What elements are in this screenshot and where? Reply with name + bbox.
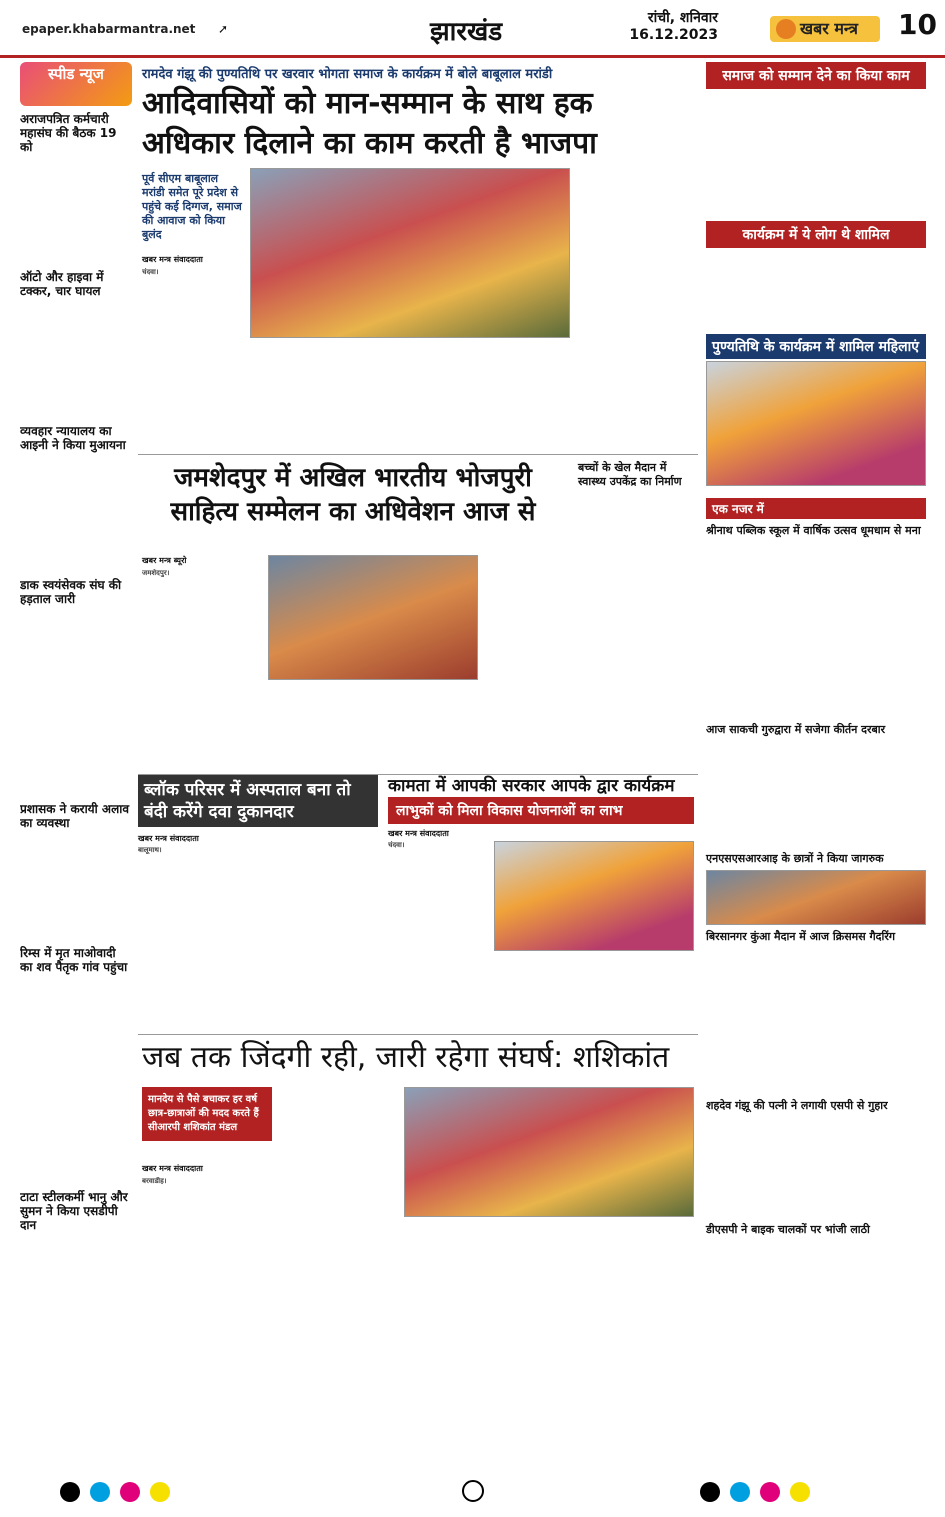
registration-target-icon <box>462 1480 484 1502</box>
dateline <box>628 8 718 43</box>
color-marks-right <box>700 1482 810 1502</box>
speed-news-column <box>20 62 132 1462</box>
lead-story <box>138 164 698 454</box>
page-header <box>0 0 945 58</box>
lead-intro: पूर्व सीएम बाबूलाल मरांडी समेत पूरे प्रदेश से पहुंचे कई दिग्गज, समाज की आवाज को किया बुलंद <box>142 172 242 241</box>
yellow-mark-icon <box>150 1482 170 1502</box>
lead-body-right <box>578 168 694 448</box>
right-column <box>706 62 926 1327</box>
main-column <box>138 62 698 1334</box>
right-sub-3[interactable]: एनएसएसआरआइ के छात्रों ने किया जागरुक <box>706 852 884 865</box>
lead-photo <box>250 168 570 338</box>
left-item-headline[interactable]: अराजपत्रित कर्मचारी महासंघ की बैठक 19 को <box>20 112 117 154</box>
left-item-body <box>20 154 132 264</box>
lead-headline[interactable]: आदिवासियों को मान-सम्मान के साथ हक अधिकार दिलाने का काम करती है भाजपा <box>142 86 597 161</box>
shashikant-photo <box>404 1087 694 1217</box>
kamta-byline: खबर मन्त्र संवाददाता <box>388 829 449 838</box>
lead-kicker: रामदेव गंझू की पुण्यतिथि पर खरवार भोगता समाज के कार्यक्रम में बोले बाबूलाल मरांडी <box>142 67 553 82</box>
lower-stories <box>138 774 698 1034</box>
shashikant-body-cols <box>404 1223 694 1328</box>
kamta-content <box>388 841 694 1011</box>
bhojpuri-story <box>138 454 698 774</box>
bhojpuri-body-cols <box>268 685 478 770</box>
right-sub-4[interactable]: बिरसानगर कुंआ मैदान में आज क्रिसमस गैदरिंग <box>706 930 896 943</box>
right-sub-1[interactable]: श्रीनाथ पब्लिक स्कूल में वार्षिक उत्सव धूमधाम से मना <box>706 524 921 537</box>
issue-date: 16.12.2023 <box>629 27 718 43</box>
right-sub-photo-3 <box>706 870 926 925</box>
cursor-icon: ➚ <box>218 22 229 36</box>
section-title: झारखंड <box>430 17 503 47</box>
kamta-body <box>388 841 488 1011</box>
kamta-story <box>388 775 694 1011</box>
left-item-headline[interactable]: डाक स्वयंसेवक संघ की हड़ताल जारी <box>20 578 122 606</box>
right-body-1 <box>706 93 926 221</box>
left-item-body <box>20 830 132 940</box>
shashikant-body <box>142 1177 272 1327</box>
brand-name: खबर मन्त्र <box>800 19 858 38</box>
health-body <box>578 493 694 753</box>
magenta-mark-icon <box>120 1482 140 1502</box>
kamta-photo <box>494 841 694 951</box>
bhojpuri-place: जमशेदपुर। <box>142 569 170 577</box>
right-sub-6[interactable]: डीएसपी ने बाइक चालकों पर भांजी लाठी <box>706 1223 870 1236</box>
brand-logo <box>770 16 880 42</box>
shashikant-story <box>138 1034 698 1334</box>
speed-news-badge <box>20 62 132 106</box>
kamta-headline[interactable]: कामता में आपकी सरकार आपके द्वार कार्यक्रम <box>388 776 675 796</box>
right-sub-body-2 <box>706 737 926 847</box>
right-sub-body-5 <box>706 1113 926 1218</box>
kamta-subhead: लाभुकों को मिला विकास योजनाओं का लाभ <box>388 797 694 824</box>
right-headline-2[interactable]: कार्यक्रम में ये लोग थे शामिल <box>706 221 926 248</box>
bhojpuri-photo <box>268 555 478 680</box>
left-item-headline[interactable]: रिम्स में मृत माओवादी का शव पैतृक गांव पहुंचा <box>20 946 128 974</box>
at-a-glance-band: एक नजर में <box>706 498 926 519</box>
black-mark-icon <box>700 1482 720 1502</box>
kamta-place: चंदवा। <box>388 841 405 849</box>
hospital-headline[interactable]: ब्लॉक परिसर में अस्पताल बना तो बंदी करेंगे दवा दुकानदार <box>138 775 378 827</box>
logo-icon <box>776 19 796 39</box>
shashikant-subhead: मानदेय से पैसे बचाकर हर वर्ष छात्र-छात्राओं की मदद करते हैं सीआरपी शशिकांत मंडल <box>142 1087 272 1141</box>
shashikant-headline[interactable]: जब तक जिंदगी रही, जारी रहेगा संघर्ष: शशिकांत <box>142 1040 670 1075</box>
city-day: रांची, शनिवार <box>647 10 718 26</box>
color-marks-left <box>60 1482 170 1502</box>
right-sub-5[interactable]: शहदेव गंझू की पत्नी ने लगायी एसपी से गुहार <box>706 1099 888 1112</box>
right-sub-body-1 <box>706 538 926 718</box>
hospital-body <box>138 846 378 1036</box>
lead-body <box>142 268 242 448</box>
left-item-body <box>20 974 132 1184</box>
magenta-mark-icon <box>760 1482 780 1502</box>
bhojpuri-body <box>142 569 262 769</box>
speed-news-label: स्पीड न्यूज <box>48 65 104 83</box>
left-item-headline[interactable]: प्रशासक ने करायी अलाव का व्यवस्था <box>20 802 130 830</box>
lead-place: चंदवा। <box>142 268 159 276</box>
health-headline[interactable]: बच्चों के खेल मैदान में स्वास्थ्य उपकेंद्र का निर्माण <box>578 461 682 488</box>
shashikant-body-col2 <box>278 1087 398 1327</box>
bhojpuri-headline[interactable]: जमशेदपुर में अखिल भारतीय भोजपुरी साहित्य सम्मेलन का अधिवेशन आज से <box>170 463 536 527</box>
left-item-body <box>20 452 132 572</box>
yellow-mark-icon <box>790 1482 810 1502</box>
hospital-place: बालूमाथ। <box>138 846 162 854</box>
black-mark-icon <box>60 1482 80 1502</box>
lead-byline: खबर मन्त्र संवाददाता <box>142 255 203 264</box>
hospital-story <box>138 775 378 1036</box>
right-sub-2[interactable]: आज साकची गुरुद्वारा में सजेगा कीर्तन दरबार <box>706 723 886 736</box>
site-url[interactable]: epaper.khabarmantra.net <box>22 22 196 36</box>
right-body-2 <box>706 252 926 334</box>
left-item-headline[interactable]: ऑटो और हाइवा में टक्कर, चार घायल <box>20 270 104 298</box>
bhojpuri-byline: खबर मन्त्र ब्यूरो <box>142 556 187 565</box>
cyan-mark-icon <box>90 1482 110 1502</box>
print-registration-footer <box>0 1476 945 1512</box>
right-photo <box>706 361 926 486</box>
left-item-body <box>20 606 132 796</box>
lead-body-columns <box>250 344 570 449</box>
cyan-mark-icon <box>730 1482 750 1502</box>
hospital-byline: खबर मन्त्र संवाददाता <box>138 834 199 843</box>
shashikant-byline: खबर मन्त्र संवाददाता <box>142 1164 203 1173</box>
shashikant-place: बरवाडीह। <box>142 1177 167 1185</box>
health-center-story <box>578 461 694 753</box>
right-headline-1[interactable]: समाज को सम्मान देने का किया काम <box>706 62 926 89</box>
bhojpuri-body-right <box>484 555 574 770</box>
page-number: 10 <box>898 8 937 41</box>
left-item-headline[interactable]: टाटा स्टीलकर्मी भानु और सुमन ने किया एसडीपी दान <box>20 1190 128 1232</box>
right-sub-body-6 <box>706 1237 926 1327</box>
left-item-body <box>20 298 132 418</box>
right-headline-3[interactable]: पुण्यतिथि के कार्यक्रम में शामिल महिलाएं <box>706 334 926 359</box>
left-item-headline[interactable]: व्यवहार न्यायालय का आइनी ने किया मुआयना <box>20 424 126 452</box>
right-sub-body-4 <box>706 944 926 1094</box>
